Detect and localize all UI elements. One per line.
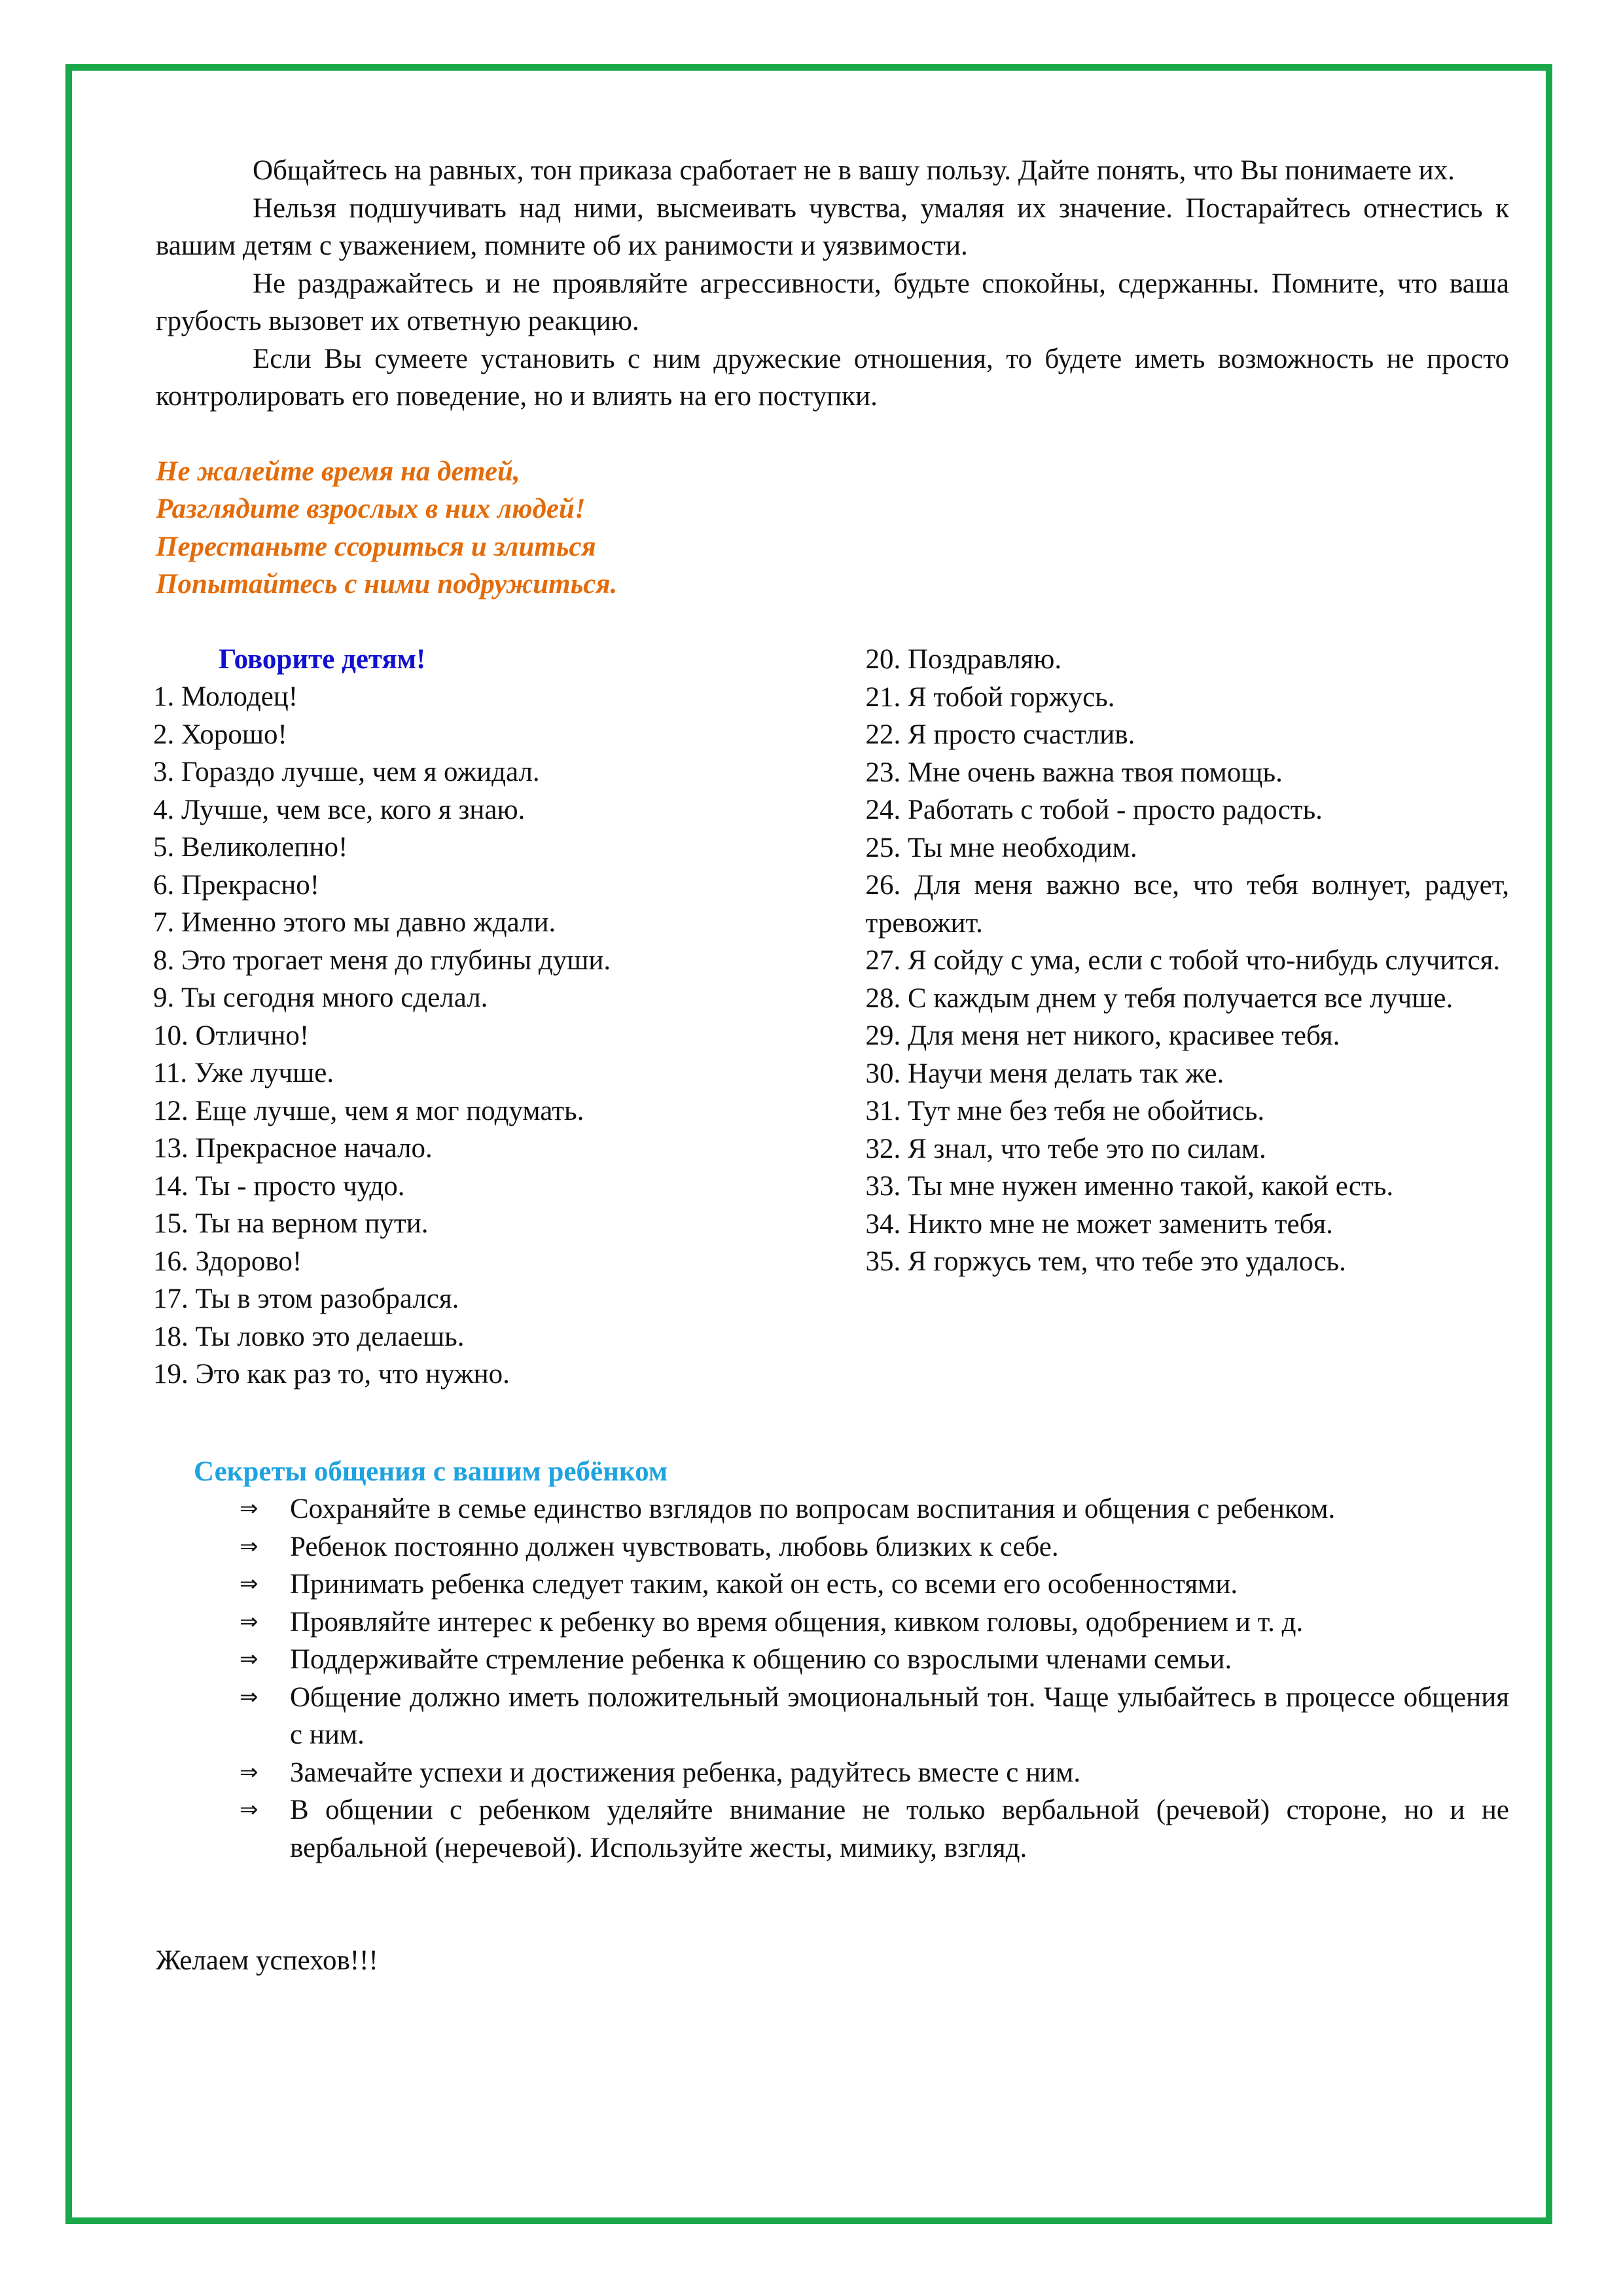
phrase-item: 5. Великолепно!	[153, 832, 348, 863]
poem-line: Разглядите взрослых в них людей!	[156, 493, 586, 524]
phrase-item: 19. Это как раз то, что нужно.	[153, 1359, 510, 1390]
phrase-item: 2. Хорошо!	[153, 719, 287, 750]
document-body	[153, 152, 1509, 1980]
intro-section	[156, 152, 1509, 416]
phrase-item: 8. Это трогает меня до глубины души.	[153, 944, 611, 976]
double-arrow-right-icon: ⇒	[240, 1496, 259, 1522]
list-item	[156, 1528, 1509, 1566]
double-arrow-right-icon: ⇒	[240, 1759, 259, 1785]
phrase-item: 27. Я сойду с ума, если с тобой что-нибудь случится.	[865, 945, 1501, 976]
phrase-item: 25. Ты мне необходим.	[865, 832, 1137, 863]
phrase-item: 11. Уже лучше.	[153, 1058, 334, 1088]
list-item	[156, 1679, 1509, 1754]
double-arrow-right-icon: ⇒	[240, 1571, 259, 1597]
phrase-item: 23. Мне очень важна твоя помощь.	[865, 757, 1283, 788]
secrets-heading: Секреты общения с вашим ребёнком	[194, 1456, 668, 1487]
intro-paragraph: Нельзя подшучивать над ними, высмеивать чувства, умаляя их значение. Постарайтесь отнестись к вашим детям с уважением, помните об их ранимости и уязвимости.	[156, 192, 1509, 261]
double-arrow-right-icon: ⇒	[240, 1646, 259, 1672]
phrase-item: 21. Я тобой горжусь.	[865, 681, 1115, 713]
phrase-item: 4. Лучше, чем все, кого я знаю.	[153, 794, 526, 825]
phrase-item: 18. Ты ловко это делаешь.	[153, 1321, 465, 1352]
phrase-item: 14. Ты - просто чудо.	[153, 1170, 405, 1202]
list-item	[156, 1566, 1509, 1604]
phrase-item: 12. Еще лучше, чем я мог подумать.	[153, 1095, 584, 1126]
phrase-item: 20. Поздравляю.	[865, 644, 1062, 675]
poem-line: Перестаньте ссориться и злиться	[156, 531, 596, 562]
list-item	[156, 1641, 1509, 1679]
double-arrow-right-icon: ⇒	[240, 1533, 259, 1560]
phrase-item: 26. Для меня важно все, что тебя волнует, радует, тревожит.	[865, 870, 1509, 939]
poem-line: Попытайтесь с ними подружиться.	[156, 569, 618, 600]
phrase-item: 17. Ты в этом разобрался.	[153, 1283, 459, 1314]
phrase-item: 3. Гораздо лучше, чем я ожидал.	[153, 757, 540, 787]
phrase-item: 13. Прекрасное начало.	[153, 1133, 433, 1164]
secret-text: Проявляйте интерес к ребенку во время общения, кивком головы, одобрением и т. д.	[290, 1606, 1304, 1638]
phrases-left-column	[153, 678, 825, 1393]
secret-text: Принимать ребенка следует таким, какой он есть, со всеми его особенностями.	[290, 1569, 1238, 1600]
poem	[156, 453, 1509, 603]
double-arrow-right-icon: ⇒	[240, 1608, 259, 1635]
phrase-item: 16. Здорово!	[153, 1246, 302, 1277]
secrets-list	[156, 1490, 1509, 1867]
closing-wish: Желаем успехов!!!	[156, 1945, 378, 1976]
secret-text: В общении с ребенком уделяйте внимание не только вербальной (речевой) стороне, но и не вербальной (неречевой). Используйте жесты, мимику, взгляд.	[290, 1795, 1509, 1863]
phrase-item: 33. Ты мне нужен именно такой, какой есть.	[865, 1171, 1394, 1202]
list-item	[156, 1754, 1509, 1792]
phrase-item: 30. Научи меня делать так же.	[865, 1058, 1224, 1089]
phrase-item: 6. Прекрасно!	[153, 869, 320, 901]
phrase-item: 9. Ты сегодня много сделал.	[153, 982, 488, 1013]
phrase-item: 10. Отлично!	[153, 1020, 310, 1051]
list-item	[156, 1604, 1509, 1641]
phrase-item: 15. Ты на верном пути.	[153, 1208, 429, 1239]
phrase-item: 22. Я просто счастлив.	[865, 719, 1135, 750]
secret-text: Ребенок постоянно должен чувствовать, любовь близких к себе.	[290, 1531, 1059, 1562]
phrase-item: 35. Я горжусь тем, что тебе это удалось.	[865, 1246, 1346, 1277]
phrases-heading: Говорите детям!	[219, 643, 426, 675]
phrase-item: 7. Именно этого мы давно ждали.	[153, 907, 556, 938]
list-item	[156, 1490, 1509, 1528]
phrase-item: 34. Никто мне не может заменить тебя.	[865, 1208, 1333, 1240]
intro-paragraph: Не раздражайтесь и не проявляйте агрессивности, будьте спокойны, сдержанны. Помните, что ваша грубость вызовет их ответную реакцию.	[156, 268, 1509, 336]
secret-text: Замечайте успехи и достижения ребенка, радуйтесь вместе с ним.	[290, 1757, 1081, 1788]
phrase-item: 1. Молодец!	[153, 681, 298, 712]
intro-paragraph: Если Вы сумеете установить с ним дружеские отношения, то будете иметь возможность не просто контролировать его поведение, но и влиять на его поступки.	[156, 343, 1509, 412]
intro-paragraph: Общайтесь на равных, тон приказа сработает не в вашу пользу. Дайте понять, что Вы понимаете их.	[253, 155, 1455, 186]
double-arrow-right-icon: ⇒	[240, 1683, 259, 1710]
list-item	[156, 1791, 1509, 1867]
secret-text: Поддерживайте стремление ребенка к общению со взрослыми членами семьи.	[290, 1644, 1232, 1675]
phrase-item: 31. Тут мне без тебя не обойтись.	[865, 1096, 1265, 1126]
secret-text: Сохраняйте в семье единство взглядов по вопросам воспитания и общения с ребенком.	[290, 1494, 1336, 1524]
phrase-item: 24. Работать с тобой - просто радость.	[865, 795, 1323, 825]
phrase-item: 29. Для меня нет никого, красивее тебя.	[865, 1020, 1340, 1051]
double-arrow-right-icon: ⇒	[240, 1797, 259, 1823]
secret-text: Общение должно иметь положительный эмоциональный тон. Чаще улыбайтесь в процессе общения с ним.	[290, 1681, 1509, 1750]
phrase-item: 28. С каждым днем у тебя получается все лучше.	[865, 982, 1454, 1014]
phrase-item: 32. Я знал, что тебе это по силам.	[865, 1133, 1266, 1164]
phrases-right-column	[866, 641, 1510, 1393]
poem-line: Не жалейте время на детей,	[156, 456, 520, 487]
